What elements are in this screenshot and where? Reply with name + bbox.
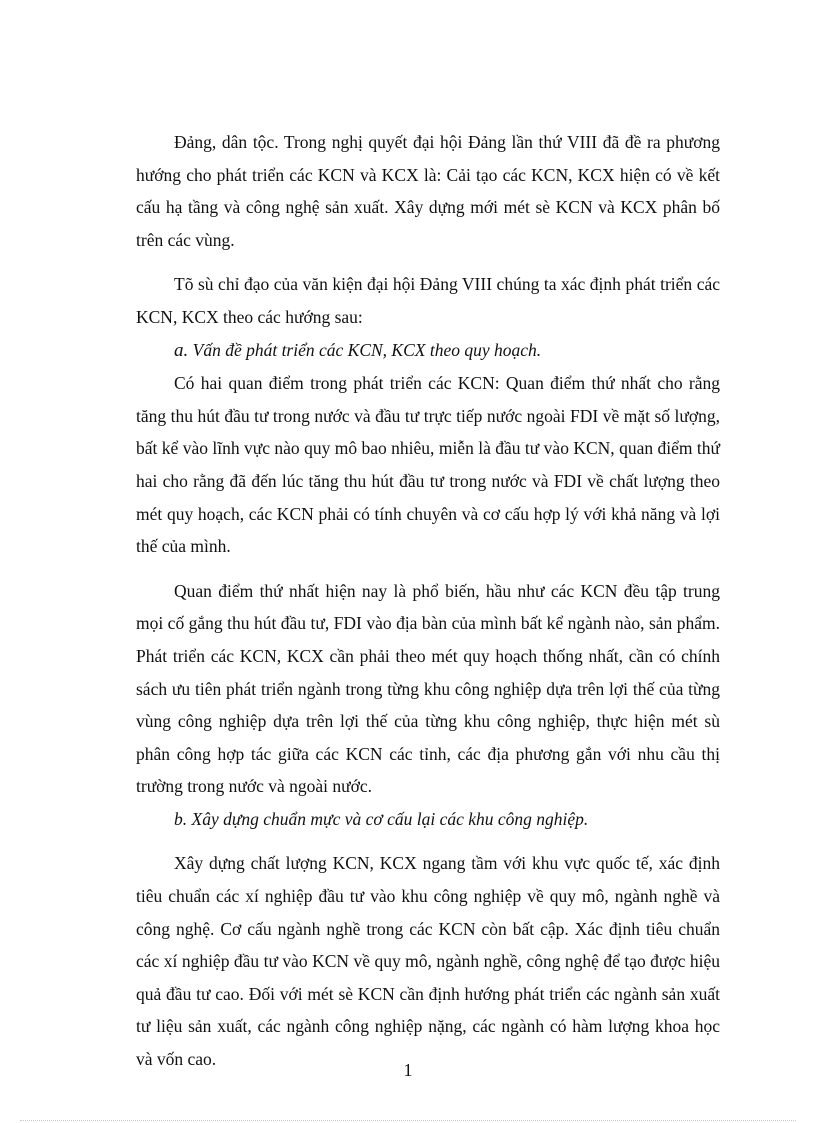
paragraph-4: Quan điểm thứ nhất hiện nay là phổ biến, hầu như các KCN đều tập trung mọi cố gắng thu hút đầu tư, FDI vào địa bàn của mình bất kể ngành nào, sản phẩm. Phát triển các KCN, KCX cần phải theo mét quy hoạch thống nhất, cần có chính sách ưu tiên phát triển ngành trong từng khu công nghiệp dựa trên lợi thế của từng vùng công nghiệp dựa trên lợi thế của từng khu công nghiệp, thực hiện mét sù phân công hợp tác giữa các KCN các tỉnh, các địa phương gắn với nhu cầu thị trường trong nước và ngoài nước.	[136, 580, 720, 797]
paragraph-1: Đảng, dân tộc. Trong nghị quyết đại hội Đảng lần thứ VIII đã đề ra phương hướng cho phát triển các KCN và KCX là: Cải tạo các KCN, KCX hiện có về kết cấu hạ tầng và công nghệ sản xuất. Xây dựng mới mét sè KCN và KCX phân bố trên các vùng.	[136, 132, 720, 250]
section-heading-a	[136, 334, 720, 368]
paragraph-3: Có hai quan điểm trong phát triển các KCN: Quan điểm thứ nhất cho rằng tăng thu hút đầu tư trong nước và đầu tư trực tiếp nước ngoài FDI về mặt số lượng, bất kể vào lĩnh vực nào quy mô bao nhiêu, miễn là đầu tư vào KCN, quan điểm thứ hai cho rằng đã đến lúc tăng thu hút đầu tư trong nước và FDI về chất lượng theo mét quy hoạch, các KCN phải có tính chuyên và cơ cấu hợp lý với khả năng và lợi thế của mình.	[136, 373, 720, 557]
page-number: 1	[403, 1060, 413, 1080]
heading-a-text: Vấn đề phát triển các KCN, KCX theo quy hoạch.	[192, 339, 542, 360]
paragraph-2: Tõ sù chỉ đạo của văn kiện đại hội Đảng VIII chúng ta xác định phát triển các KCN, KCX theo các hướng sau:	[136, 274, 720, 327]
paragraph-5: Xây dựng chất lượng KCN, KCX ngang tầm với khu vực quốc tế, xác định tiêu chuẩn các xí nghiệp đầu tư vào khu công nghiệp về quy mô, ngành nghề và công nghệ. Cơ cấu ngành nghề trong các KCN còn bất cập. Xác định tiêu chuẩn các xí nghiệp đầu tư vào KCN về quy mô, ngành nghề, công nghệ để tạo được hiệu quả đầu tư cao. Đối với mét sè KCN cần định hướng phát triển các ngành sản xuất tư liệu sản xuất, các ngành công nghiệp nặng, các ngành có hàm lượng khoa học và vốn cao.	[136, 853, 720, 1070]
heading-a-marker: a.	[174, 339, 189, 361]
page-bottom-divider	[20, 1120, 796, 1121]
page-body	[136, 126, 720, 1076]
section-heading-b: b. Xây dựng chuẩn mực và cơ cấu lại các khu công nghiệp.	[174, 808, 589, 829]
